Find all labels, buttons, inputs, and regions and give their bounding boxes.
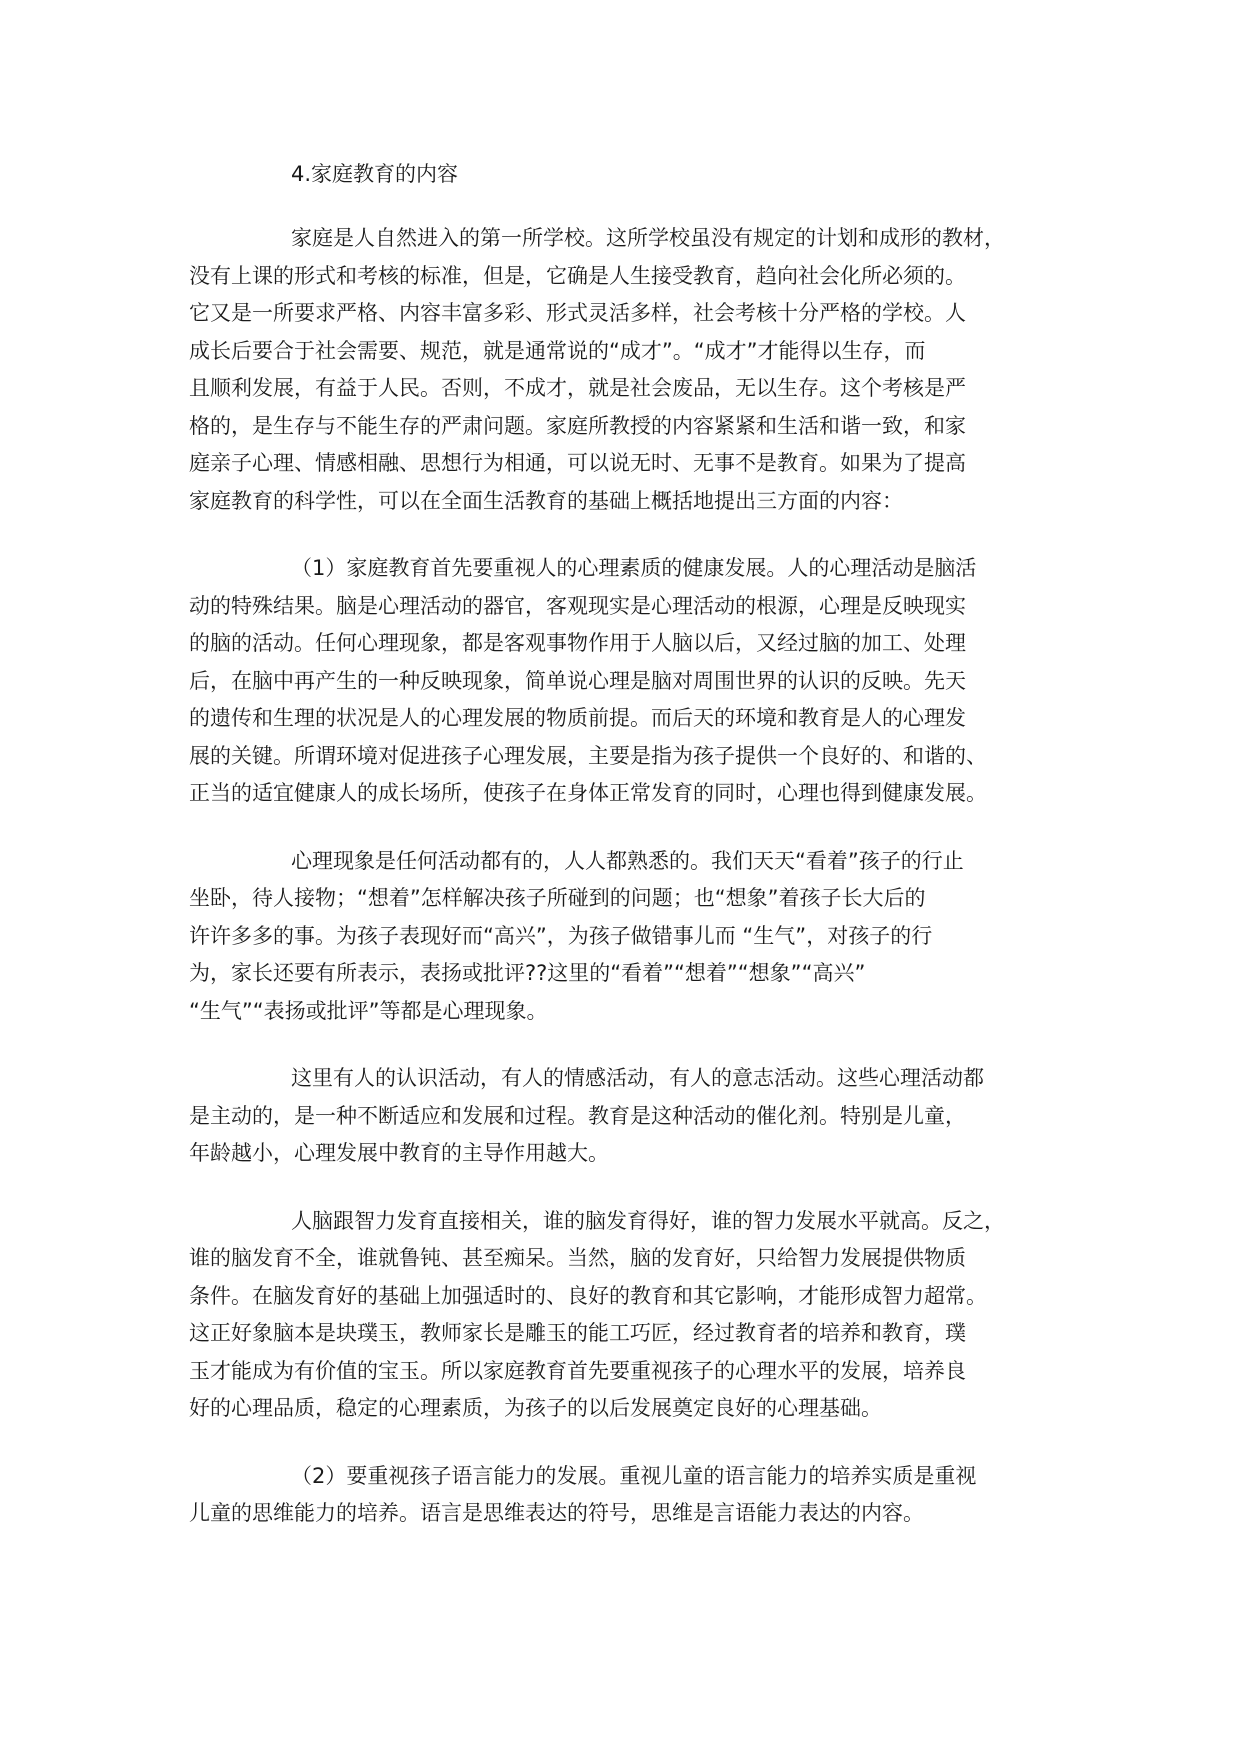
text-line: 这里有人的认识活动，有人的情感活动，有人的意志活动。这些心理活动都 [291, 1066, 984, 1090]
text-line: 人脑跟智力发育直接相关，谁的脑发育得好，谁的智力发展水平就高。反之， [291, 1208, 1005, 1233]
text-line: 家庭教育的科学性，可以在全面生活教育的基础上概括地提出三方面的内容： [189, 488, 903, 513]
text-line: 家庭是人自然进入的第一所学校。这所学校虽没有规定的计划和成形的教材， [291, 226, 1005, 250]
text-line: 成长后要合于社会需要、规范，就是通常说的“成才”。“成才”才能得以生存，而 [189, 338, 926, 363]
text-line: 它又是一所要求严格、内容丰富多彩、形式灵活多样，社会考核十分严格的学校。人 [189, 301, 966, 325]
text-line: 心理现象是任何活动都有的，人人都熟悉的。我们天天“看着”孩子的行止 [291, 848, 964, 873]
paragraph [189, 1203, 1049, 1428]
text-line: 这正好象脑本是块璞玉，教师家长是雕玉的能工巧匠，经过教育者的培养和教育，璞 [189, 1321, 966, 1345]
text-line: 坐卧，待人接物；“想着”怎样解决孩子所碰到的问题；也“想象”着孩子长大后的 [189, 886, 926, 910]
paragraph [189, 550, 1049, 813]
document-body [189, 158, 1049, 1563]
text-line: 好的心理品质，稳定的心理素质，为孩子的以后发展奠定良好的心理基础。 [189, 1396, 882, 1420]
text-line: 的脑的活动。任何心理现象，都是客观事物作用于人脑以后，又经过脑的加工、处理 [189, 631, 966, 655]
text-line: 条件。在脑发育好的基础上加强适时的、良好的教育和其它影响，才能形成智力超常。 [189, 1283, 987, 1308]
text-line: 格的，是生存与不能生存的严肃问题。家庭所教授的内容紧紧和生活和谐一致，和家 [189, 413, 966, 438]
text-line: 庭亲子心理、情感相融、思想行为相通，可以说无时、无事不是教育。如果为了提高 [189, 451, 966, 475]
section-heading: 4.家庭教育的内容 [291, 162, 459, 186]
text-line: 后，在脑中再产生的一种反映现象，简单说心理是脑对周围世界的认识的反映。先天 [189, 668, 966, 693]
text-line: 没有上课的形式和考核的标准，但是，它确是人生接受教育，趋向社会化所必须的。 [189, 263, 966, 288]
paragraph-list [189, 220, 1049, 1533]
text-line: “生气”“表扬或批评”等都是心理现象。 [189, 998, 548, 1023]
text-line: 年龄越小，心理发展中教育的主导作用越大。 [189, 1141, 609, 1165]
text-line: 玉才能成为有价值的宝玉。所以家庭教育首先要重视孩子的心理水平的发展，培养良 [189, 1358, 966, 1383]
text-line: 动的特殊结果。脑是心理活动的器官，客观现实是心理活动的根源，心理是反映现实 [189, 593, 966, 618]
text-line: 许许多多的事。为孩子表现好而“高兴”，为孩子做错事儿而 “生气”，对孩子的行 [189, 923, 933, 948]
text-line: 展的关键。所谓环境对促进孩子心理发展，主要是指为孩子提供一个良好的、和谐的、 [189, 743, 987, 768]
text-line: （2）要重视孩子语言能力的发展。重视儿童的语言能力的培养实质是重视 [291, 1463, 977, 1488]
paragraph [189, 1458, 1049, 1533]
text-line: 谁的脑发育不全，谁就鲁钝、甚至痴呆。当然，脑的发育好，只给智力发展提供物质 [189, 1246, 966, 1270]
text-line: 为，家长还要有所表示，表扬或批评??这里的“看着”“想着”“想象”“高兴” [189, 961, 866, 985]
text-line: 且顺利发展，有益于人民。否则，不成才，就是社会废品，无以生存。这个考核是严 [189, 376, 966, 400]
text-line: 是主动的，是一种不断适应和发展和过程。教育是这种活动的催化剂。特别是儿童， [189, 1103, 966, 1128]
text-line: 正当的适宜健康人的成长场所，使孩子在身体正常发育的同时，心理也得到健康发展。 [189, 781, 987, 805]
paragraph [189, 843, 1049, 1031]
paragraph [189, 1060, 1049, 1173]
paragraph [189, 220, 1049, 520]
text-line: 儿童的思维能力的培养。语言是思维表达的符号，思维是言语能力表达的内容。 [189, 1501, 924, 1525]
text-line: 的遗传和生理的状况是人的心理发展的物质前提。而后天的环境和教育是人的心理发 [189, 706, 966, 730]
text-line: （1）家庭教育首先要重视人的心理素质的健康发展。人的心理活动是脑活 [291, 556, 977, 580]
